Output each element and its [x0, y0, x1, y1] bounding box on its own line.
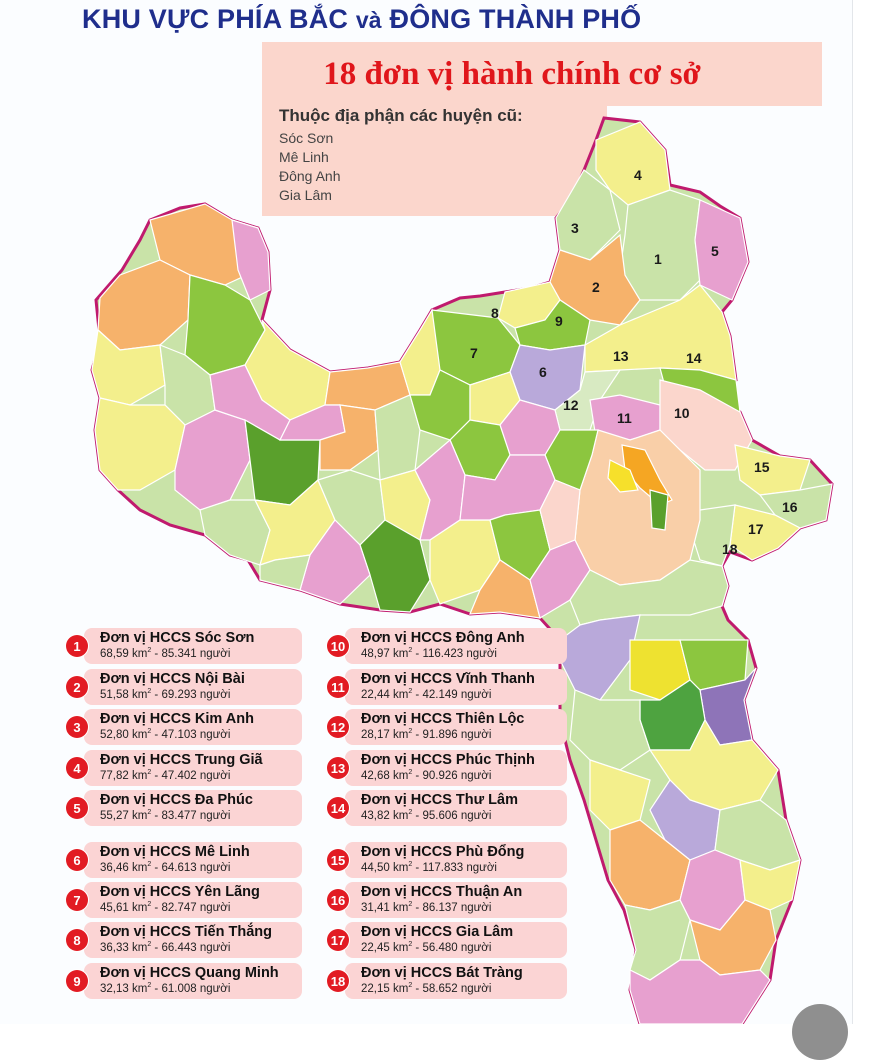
legend-unit-stats: 51,58 $km^2 - 69.293$ người	[100, 688, 231, 701]
legend-unit-name: Đơn vị HCCS Gia Lâm	[361, 924, 514, 940]
subtitle: 18 đơn vị hành chính cơ sở	[323, 55, 701, 92]
map-label: 8	[491, 305, 499, 321]
legend-unit-name: Đơn vị HCCS Vĩnh Thanh	[361, 671, 535, 687]
legend-unit-name: Đơn vị HCCS Bát Tràng	[361, 965, 523, 981]
legend-entry	[66, 963, 306, 999]
legend-entry	[66, 842, 306, 878]
legend-entry	[66, 628, 306, 664]
map-label: 11	[617, 410, 632, 426]
legend-unit-stats: 48,97 $km^2 - 116.423$ người	[361, 647, 497, 660]
legend-unit-stats: 22,45 $km^2 - 56.480$ người	[361, 941, 492, 954]
legend-number-badge: 10	[327, 635, 349, 657]
map-label: 12	[563, 397, 579, 413]
district-item: Mê Linh	[279, 149, 329, 165]
map-label: 2	[592, 279, 600, 295]
legend-entry	[327, 963, 567, 999]
legend-entry	[327, 669, 567, 705]
legend-unit-stats: 36,46 $km^2 - 64.613$ người	[100, 861, 231, 874]
legend-entry	[327, 750, 567, 786]
map-label: 3	[571, 220, 579, 236]
legend-number-badge: 8	[66, 929, 88, 951]
legend-unit-name: Đơn vị HCCS Sóc Sơn	[100, 630, 255, 646]
legend-unit-name: Đơn vị HCCS Thiên Lộc	[361, 711, 525, 727]
legend-entry	[66, 922, 306, 958]
map-label: 14	[686, 350, 702, 366]
map-label: 17	[748, 521, 764, 537]
map-label: 16	[782, 499, 798, 515]
legend-unit-name: Đơn vị HCCS Mê Linh	[100, 844, 250, 860]
legend-unit-stats: 45,61 $km^2 - 82.747$ người	[100, 901, 231, 914]
legend-unit-name: Đơn vị HCCS Tiến Thắng	[100, 924, 272, 940]
legend-unit-stats: 22,15 $km^2 - 58.652$ người	[361, 982, 492, 995]
legend-unit-stats: 68,59 $km^2 - 85.341$ người	[100, 647, 231, 660]
map-label: 18	[722, 541, 738, 557]
legend-number-badge: 16	[327, 889, 349, 911]
map-label: 5	[711, 243, 719, 259]
legend-unit-name: Đơn vị HCCS Kim Anh	[100, 711, 254, 727]
legend-entry	[327, 842, 567, 878]
legend-entry	[327, 882, 567, 918]
floating-action-button[interactable]	[792, 1004, 848, 1060]
title-part-north: KHU VỰC PHÍA BẮC	[82, 4, 349, 34]
legend-unit-stats: 28,17 $km^2 - 91.896$ người	[361, 728, 492, 741]
legend-number-badge: 18	[327, 970, 349, 992]
legend-number-badge: 3	[66, 716, 88, 738]
district-item: Đông Anh	[279, 168, 341, 184]
map-label: 9	[555, 313, 563, 329]
legend-number-badge: 14	[327, 797, 349, 819]
legend-number-badge: 4	[66, 757, 88, 779]
legend-unit-stats: 42,68 $km^2 - 90.926$ người	[361, 769, 492, 782]
legend-unit-name: Đơn vị HCCS Quang Minh	[100, 965, 279, 981]
legend-entry	[66, 882, 306, 918]
legend-unit-name: Đơn vị HCCS Đông Anh	[361, 630, 525, 646]
legend-unit-stats: 31,41 $km^2 - 86.137$ người	[361, 901, 492, 914]
legend-number-badge: 2	[66, 676, 88, 698]
legend-entry	[66, 709, 306, 745]
legend-unit-name: Đơn vị HCCS Trung Giã	[100, 752, 263, 768]
legend-entry	[66, 669, 306, 705]
map-label: 15	[754, 459, 770, 475]
map-label: 10	[674, 405, 690, 421]
legend-number-badge: 6	[66, 849, 88, 871]
legend-unit-stats: 77,82 $km^2 - 47.402$ người	[100, 769, 231, 782]
legend-number-badge: 9	[66, 970, 88, 992]
legend-number-badge: 1	[66, 635, 88, 657]
legend-number-badge: 11	[327, 676, 349, 698]
legend-unit-stats: 32,13 $km^2 - 61.008$ người	[100, 982, 231, 995]
legend-number-badge: 5	[66, 797, 88, 819]
legend-entry	[327, 790, 567, 826]
legend-unit-name: Đơn vị HCCS Nội Bài	[100, 671, 245, 687]
title-join: và	[355, 7, 382, 33]
map-label: 6	[539, 364, 547, 380]
legend-entry	[327, 922, 567, 958]
legend-unit-stats: 36,33 $km^2 - 66.443$ người	[100, 941, 231, 954]
legend-unit-stats: 55,27 $km^2 - 83.477$ người	[100, 809, 231, 822]
legend-number-badge: 15	[327, 849, 349, 871]
legend-number-badge: 13	[327, 757, 349, 779]
legend-entry	[327, 709, 567, 745]
legend-unit-name: Đơn vị HCCS Phúc Thịnh	[361, 752, 535, 768]
map-label: 1	[654, 251, 662, 267]
legend-unit-name: Đơn vị HCCS Đa Phúc	[100, 792, 253, 808]
legend-entry	[327, 628, 567, 664]
legend-unit-stats: 22,44 $km^2 - 42.149$ người	[361, 688, 492, 701]
legend-unit-name: Đơn vị HCCS Thuận An	[361, 884, 523, 900]
title-part-east: ĐÔNG THÀNH PHỐ	[389, 4, 642, 34]
legend-entry	[66, 790, 306, 826]
map-label: 7	[470, 345, 478, 361]
district-item: Sóc Sơn	[279, 130, 334, 146]
legend-unit-stats: 52,80 $km^2 - 47.103$ người	[100, 728, 231, 741]
map-label: 4	[634, 167, 642, 183]
info-heading: Thuộc địa phận các huyện cũ:	[279, 106, 523, 125]
map-label: 13	[613, 348, 629, 364]
legend-entry	[66, 750, 306, 786]
district-item: Gia Lâm	[279, 187, 332, 203]
legend-unit-name: Đơn vị HCCS Yên Lãng	[100, 884, 260, 900]
legend-unit-stats: 43,82 $km^2 - 95.606$ người	[361, 809, 492, 822]
legend-unit-stats: 44,50 $km^2 - 117.833$ người	[361, 861, 497, 874]
legend-number-badge: 17	[327, 929, 349, 951]
legend-number-badge: 7	[66, 889, 88, 911]
legend-unit-name: Đơn vị HCCS Phù Đổng	[361, 844, 525, 860]
legend-number-badge: 12	[327, 716, 349, 738]
legend-unit-name: Đơn vị HCCS Thư Lâm	[361, 792, 518, 808]
